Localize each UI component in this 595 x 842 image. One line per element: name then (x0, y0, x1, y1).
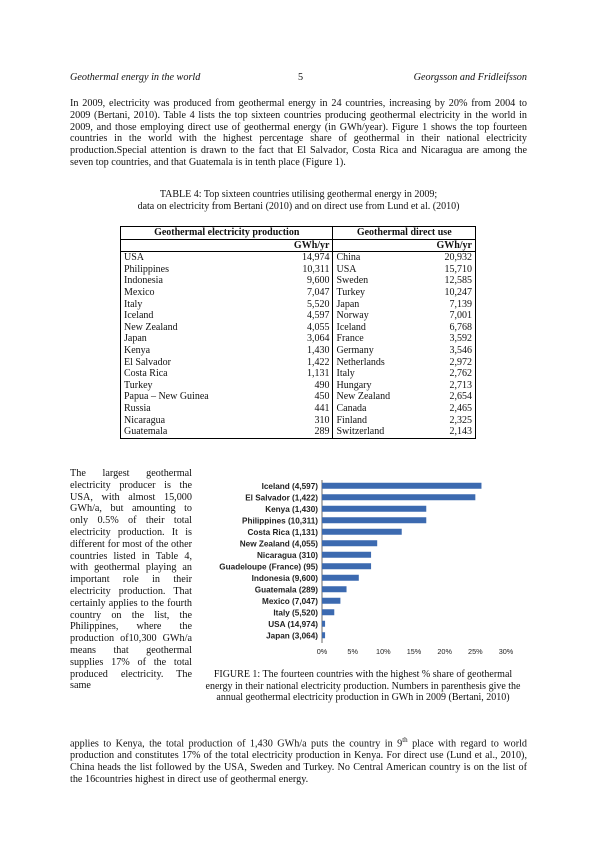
bar (322, 621, 325, 627)
direct-use-country: USA (336, 263, 357, 275)
x-tick-label: 25% (468, 647, 483, 656)
category-label: New Zealand (4,055) (239, 539, 318, 549)
direct-use-country: Canada (336, 402, 367, 414)
bar (322, 586, 347, 592)
electricity-value: 7,047 (266, 287, 333, 299)
header-title: Geothermal energy in the world (70, 72, 201, 83)
electricity-country: Costa Rica (121, 368, 266, 380)
category-label: Kenya (1,430) (265, 504, 318, 514)
table-row (121, 368, 476, 380)
electricity-country: USA (121, 252, 266, 264)
page-number: 5 (298, 72, 304, 83)
direct-use-value: 15,710 (417, 264, 476, 276)
electricity-value: 490 (266, 380, 333, 392)
x-tick-label: 30% (498, 647, 514, 656)
header-authors: Georgsson and Fridleifsson (413, 72, 527, 83)
bar (322, 609, 334, 615)
bar (322, 483, 481, 489)
bar (322, 506, 426, 512)
electricity-country: Nicaragua (121, 415, 266, 427)
direct-use-value: 7,139 (417, 299, 476, 311)
electricity-value: 3,064 (266, 333, 333, 345)
category-label: Guadeloupe (France) (95) (219, 562, 318, 572)
direct-use-unit: GWh/yr (417, 239, 476, 252)
category-label: Indonesia (9,600) (251, 573, 318, 583)
electricity-heading: Geothermal electricity production (121, 227, 333, 240)
direct-use-value: 2,713 (417, 380, 476, 392)
electricity-country: Indonesia (121, 275, 266, 287)
bar (322, 563, 371, 569)
direct-use-country: Turkey (336, 286, 366, 298)
bar (322, 575, 359, 581)
electricity-value: 5,520 (266, 299, 333, 311)
direct-use-country: China (336, 252, 361, 264)
side-paragraph: The largest geothermal electricity producer is the USA, with almost 15,000 GWh/a, but amounting to only 0.5% of their total electricity production. It is different for most of the other countries listed in Table 4, with geothermal playing an important role in their electricity production. That certainly applies to the fourth country on the list, the Philippines, where the production of10,300 GWh/a means that geothermal supplies 17% of the total produced electricity. The same (70, 468, 192, 692)
category-label: Mexico (7,047) (262, 596, 318, 606)
table-row (121, 345, 476, 357)
electricity-value: 1,430 (266, 345, 333, 357)
direct-use-country: Finland (336, 414, 368, 426)
electricity-value: 10,311 (266, 264, 333, 276)
electricity-country: New Zealand (121, 322, 266, 334)
electricity-country: Italy (121, 299, 266, 311)
x-tick-label: 20% (437, 647, 452, 656)
x-tick-label: 15% (406, 647, 422, 656)
x-tick-label: 10% (376, 647, 391, 656)
electricity-country: Kenya (121, 345, 266, 357)
electricity-unit: GWh/yr (266, 239, 333, 252)
direct-use-country: Italy (336, 368, 355, 380)
electricity-value: 9,600 (266, 275, 333, 287)
direct-use-value: 7,001 (417, 310, 476, 322)
x-tick-label: 0% (316, 647, 328, 656)
direct-use-country: Switzerland (333, 426, 417, 438)
electricity-value: 1,422 (266, 357, 333, 369)
direct-use-country: France (336, 333, 364, 345)
direct-use-value: 2,325 (417, 415, 476, 427)
direct-use-country: New Zealand (336, 391, 391, 403)
category-label: Nicaragua (310) (257, 550, 318, 560)
figure-caption: FIGURE 1: The fourteen countries with the highest % share of geothermal energy in their national electricity production. Numbers in parenthesis give the annual geothermal electricity production in GWh in 2009 (Bertani, 2010) (205, 669, 521, 704)
direct-use-country: Hungary (336, 379, 372, 391)
bar (322, 517, 426, 523)
table-row (121, 333, 476, 345)
direct-use-value: 10,247 (417, 287, 476, 299)
direct-use-value: 6,768 (417, 322, 476, 334)
direct-use-heading: Geothermal direct use (333, 227, 476, 240)
electricity-country: Japan (121, 333, 266, 345)
continued-paragraph (70, 735, 527, 786)
electricity-country: Papua – New Guinea (121, 391, 266, 403)
electricity-value: 450 (266, 391, 333, 403)
electricity-country: Guatemala (121, 426, 266, 438)
table-body (121, 252, 476, 439)
direct-use-value: 2,143 (417, 426, 476, 438)
electricity-value: 4,055 (266, 322, 333, 334)
category-label: Costa Rica (1,131) (247, 527, 318, 537)
electricity-country: Russia (121, 403, 266, 415)
electricity-value: 1,131 (266, 368, 333, 380)
category-label: USA (14,974) (268, 619, 318, 629)
direct-use-country: Netherlands (336, 356, 385, 368)
ordinal-suffix: th (402, 736, 408, 744)
category-label: Philippines (10,311) (242, 516, 318, 526)
table-row (121, 426, 476, 438)
electricity-value: 289 (266, 426, 333, 438)
bar (322, 552, 371, 558)
geothermal-table (120, 226, 476, 439)
direct-use-value: 20,932 (417, 252, 476, 264)
electricity-country: Iceland (121, 310, 266, 322)
share-bar-chart (200, 476, 526, 662)
direct-use-value: 2,465 (417, 403, 476, 415)
direct-use-country: Norway (336, 310, 369, 322)
electricity-country: Turkey (121, 380, 266, 392)
direct-use-country: Sweden (336, 275, 369, 287)
bar (322, 529, 402, 535)
bar (322, 540, 377, 546)
electricity-country: Mexico (121, 287, 266, 299)
intro-paragraph: In 2009, electricity was produced from geothermal energy in 24 countries, increasing by 20% from 2004 to 2009 (Bertani, 2010). Table 4 lists the top sixteen countries producing geothermal electricity in the world in 2009, and those employing direct use of geothermal energy (in GWh/year). Figure 1 shows the top fourteen countries in the world with the highest percentage share of geothermal in their national electricity production.Special attention is drawn to the fact that El Salvador, Costa Rica and Nicaragua are among the seven top countries, and that Guatemala is in tenth place (Figure 1). (70, 98, 527, 168)
table-row (121, 287, 476, 299)
table-caption-line1: TABLE 4: Top sixteen countries utilising geothermal energy in 2009; (159, 189, 438, 200)
table-row (121, 252, 476, 264)
electricity-country: Philippines (121, 264, 266, 276)
table-caption-line2: data on electricity from Bertani (2010) and on direct use from Lund et al. (2010) (137, 200, 460, 212)
table-row (121, 264, 476, 276)
category-label: Japan (3,064) (266, 631, 318, 641)
x-tick-label: 5% (347, 647, 358, 656)
table-row (121, 403, 476, 415)
table-row (121, 322, 476, 334)
bar (322, 632, 325, 638)
running-header (70, 72, 527, 86)
electricity-value: 4,597 (266, 310, 333, 322)
category-label: El Salvador (1,422) (245, 493, 318, 503)
continued-part-1: applies to Kenya, the total production of 1,430 GWh/a puts the country in 9 (70, 738, 403, 750)
direct-use-value: 3,546 (417, 345, 476, 357)
electricity-value: 14,974 (266, 252, 333, 264)
table-row (121, 357, 476, 369)
table-row (121, 415, 476, 427)
bar (322, 494, 475, 500)
table-row (121, 275, 476, 287)
category-label: Iceland (4,597) (261, 481, 318, 491)
direct-use-value: 2,654 (417, 391, 476, 403)
electricity-value: 310 (266, 415, 333, 427)
direct-use-country: Germany (336, 344, 374, 356)
table-caption (70, 189, 527, 212)
electricity-country: El Salvador (121, 357, 266, 369)
bar (322, 598, 340, 604)
direct-use-value: 3,592 (417, 333, 476, 345)
category-label: Guatemala (289) (254, 585, 318, 595)
direct-use-value: 2,972 (417, 357, 476, 369)
table-row (121, 299, 476, 311)
table-row (121, 391, 476, 403)
electricity-value: 441 (266, 403, 333, 415)
direct-use-country: Iceland (336, 321, 366, 333)
table-row (121, 310, 476, 322)
table-row (121, 380, 476, 392)
direct-use-country: Japan (336, 298, 360, 310)
direct-use-value: 2,762 (417, 368, 476, 380)
direct-use-value: 12,585 (417, 275, 476, 287)
continued-part-2: place with regard to world production and constitutes 17% of the total electricity production in Kenya. For direct use (Lund et al., 2010), China heads the list followed by the USA, Sweden and Turkey. No Central American country is on the list of the 16countries highest in direct use of geothermal energy. (70, 738, 528, 785)
category-label: Italy (5,520) (273, 608, 318, 618)
